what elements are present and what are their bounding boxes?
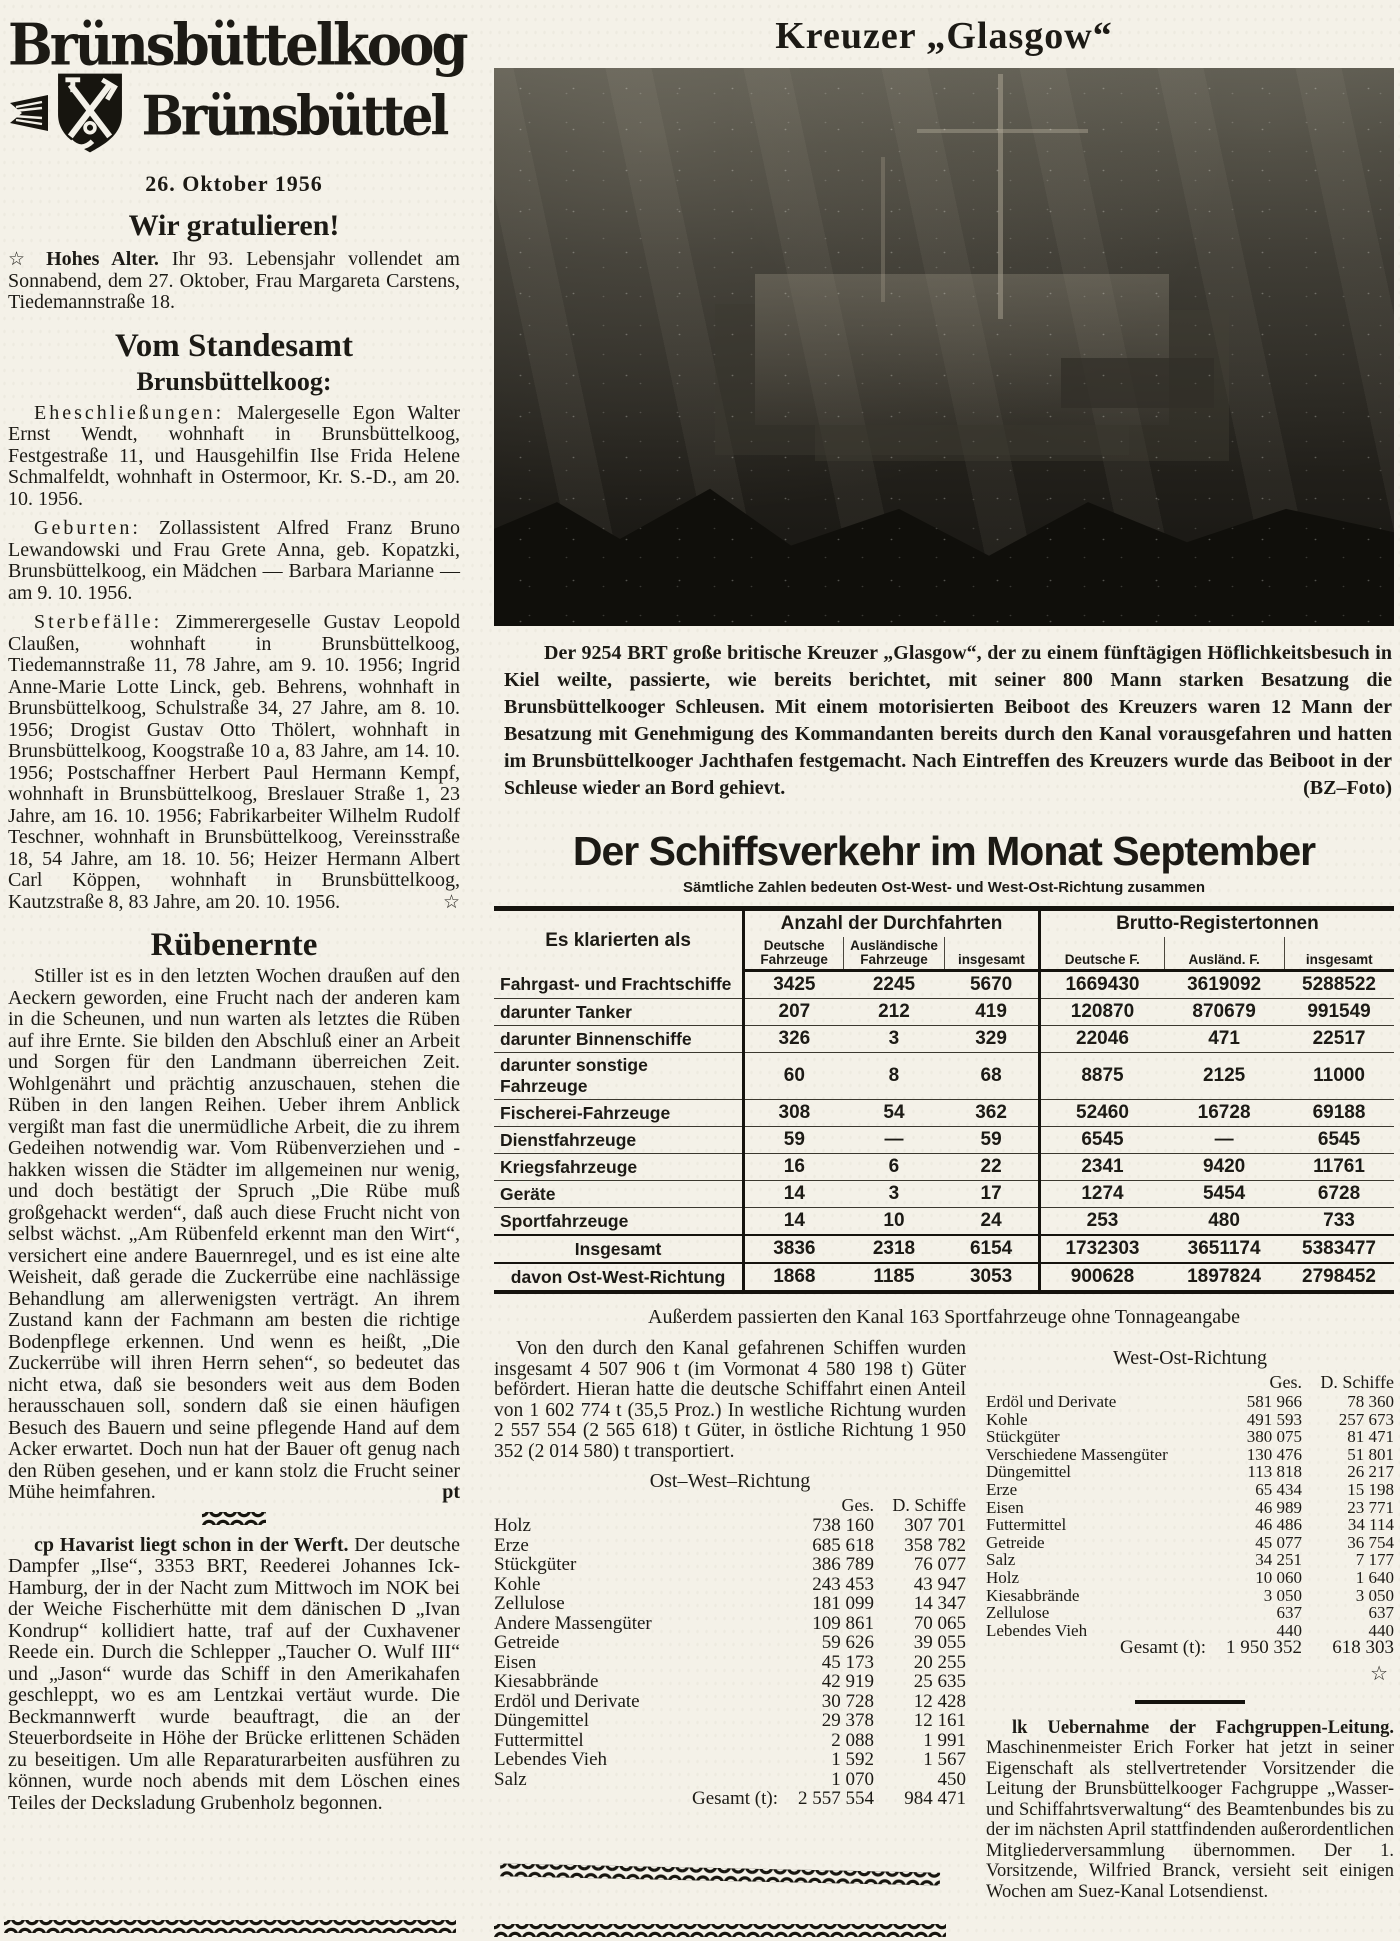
traffic-row-label: Dienstfahrzeuge xyxy=(494,1127,744,1154)
traffic-cell: 1274 xyxy=(1039,1181,1164,1208)
cargo-item-total: 3 050 xyxy=(1263,1585,1302,1605)
cargo-row xyxy=(986,1446,1394,1464)
traffic-row-label: Kriegsfahrzeuge xyxy=(494,1154,744,1181)
cargo-item-name: Futtermittel xyxy=(494,1729,584,1751)
traffic-table-row xyxy=(494,1053,1394,1100)
traffic-table-row xyxy=(494,1208,1394,1236)
caption-text: Der 9254 BRT große britische Kreuzer „Glasgow“, der zu einem fünftägigen Höflichkeitsbesuch in Kiel weilte, passierte, wie bereits berichtet, mit seiner 800 Mann starken Besatzung die Brunsbüttelkooger Schleusen. Mit einem motorisierten Beiboot des Kreuzers waren 12 Mann der Besatzung mit Genehmigung des Kommandanten bereits durch den Kanal vorausgefahren und hatten im Brunsbüttelkooger Jachthafen festgemacht. Nach Eintreffen des Kreuzers wurde das Beiboot in der Schleuse wieder an Bord gehievt. xyxy=(504,642,1392,799)
table-subheader: insgesamt xyxy=(1284,937,1394,971)
traffic-table-row xyxy=(494,1181,1394,1208)
table-subheader: Ausländische Fahrzeuge xyxy=(844,937,945,971)
traffic-total-label: Insgesamt xyxy=(494,1235,744,1263)
cargo-section xyxy=(494,1339,1394,1921)
cargo-row xyxy=(494,1731,966,1751)
traffic-cell: 5288522 xyxy=(1284,971,1394,999)
table-subheader: insgesamt xyxy=(944,937,1039,971)
traffic-cell: 362 xyxy=(944,1100,1039,1127)
traffic-note: Außerdem passierten den Kanal 163 Sportfahrzeuge ohne Tonnageangabe xyxy=(648,1306,1240,1328)
cargo-row xyxy=(494,1594,966,1614)
cargo-item-german: 25 635 xyxy=(913,1671,966,1692)
cargo-header-row xyxy=(494,1495,966,1516)
west-ost-table xyxy=(986,1372,1394,1657)
cargo-item-name: Kiesabbrände xyxy=(986,1585,1080,1605)
traffic-cell: 2125 xyxy=(1164,1053,1284,1100)
cargo-item-total: 243 453 xyxy=(812,1573,874,1595)
traffic-cell: 329 xyxy=(944,1026,1039,1053)
traffic-row-label: Sportfahrzeuge xyxy=(494,1208,744,1236)
cargo-item-total: 738 160 xyxy=(812,1515,874,1536)
traffic-cell: 120870 xyxy=(1039,999,1164,1026)
left-column xyxy=(8,6,466,1822)
cargo-item-name: Erze xyxy=(494,1534,529,1556)
traffic-total-cell: 1732303 xyxy=(1039,1235,1164,1263)
traffic-cell: 991549 xyxy=(1284,999,1394,1026)
traffic-row-label: Geräte xyxy=(494,1181,744,1208)
cargo-item-name: Kohle xyxy=(494,1573,541,1595)
traffic-cell: 10 xyxy=(844,1208,945,1236)
star-icon: ☆ xyxy=(8,249,34,270)
cargo-item-total: 380 075 xyxy=(1246,1427,1302,1447)
registry-subheading: Brunsbüttelkoog: xyxy=(136,366,332,396)
traffic-cell: 69188 xyxy=(1284,1100,1394,1127)
cargo-item-name: Düngemittel xyxy=(986,1462,1071,1482)
cargo-item-total: 46 989 xyxy=(1255,1497,1302,1517)
traffic-row-label: darunter sonstige Fahrzeuge xyxy=(494,1053,744,1100)
divider-rule xyxy=(1135,1700,1245,1704)
cargo-total-row xyxy=(494,1789,966,1809)
empty-header xyxy=(986,1372,1206,1393)
cargo-row xyxy=(494,1692,966,1712)
traffic-cell: 17 xyxy=(944,1181,1039,1208)
traffic-cell: 480 xyxy=(1164,1208,1284,1236)
cargo-row xyxy=(986,1411,1394,1429)
cargo-item-total: 10 060 xyxy=(1255,1567,1302,1587)
traffic-cell: 253 xyxy=(1039,1208,1164,1236)
cargo-row xyxy=(494,1653,966,1673)
cargo-item-german: 637 xyxy=(1368,1603,1394,1623)
cruiser-photo xyxy=(494,68,1394,626)
cargo-item-name: Stückgüter xyxy=(986,1427,1060,1447)
traffic-row-label: darunter Binnenschiffe xyxy=(494,1026,744,1053)
traffic-cell: 8875 xyxy=(1039,1053,1164,1100)
births-paragraph xyxy=(8,518,460,604)
cargo-item-german: 307 701 xyxy=(904,1515,966,1536)
traffic-cell: 14 xyxy=(744,1208,844,1236)
cargo-row xyxy=(986,1463,1394,1481)
traffic-cell: 60 xyxy=(744,1053,844,1100)
cargo-row xyxy=(494,1555,966,1575)
cargo-item-name: Andere Massengüter xyxy=(494,1612,652,1634)
cargo-item-total: 440 xyxy=(1276,1620,1302,1640)
traffic-cell: 3 xyxy=(844,1026,945,1053)
cargo-item-name: Zellulose xyxy=(494,1593,565,1614)
table-subheader: Deutsche F. xyxy=(1039,937,1164,971)
cargo-item-name: Eisen xyxy=(494,1651,537,1673)
cargo-item-name: Holz xyxy=(494,1515,531,1536)
cargo-row xyxy=(494,1770,966,1790)
cargo-ost-west-column xyxy=(494,1339,966,1921)
cargo-item-total: 45 173 xyxy=(821,1651,874,1673)
cargo-item-total: 109 861 xyxy=(812,1612,874,1634)
fachgruppe-initials: lk xyxy=(1012,1717,1028,1738)
west-ost-title: West-Ost-Richtung xyxy=(1113,1347,1267,1369)
marriages-body: Malergeselle Egon Walter Ernst Wendt, wohnhaft in Brunsbüttelkoog, Festgestraße 11, und Hausgehilfin Ilse Frida Helene Schmalfeldt, wohnhaft in Ostermoor, Kr. S.-D., am 20. 10. 1956. xyxy=(8,401,461,510)
cargo-row xyxy=(494,1633,966,1653)
traffic-cell: 22046 xyxy=(1039,1026,1164,1053)
cargo-item-total: 386 789 xyxy=(812,1554,874,1575)
cargo-total-row xyxy=(986,1639,1394,1657)
traffic-total-cell: 2798452 xyxy=(1284,1263,1394,1292)
cargo-item-total: 491 593 xyxy=(1246,1409,1302,1429)
masthead-title-line1: Brünsbüttelkoog xyxy=(8,11,466,79)
marriages-lead: Eheschließungen: xyxy=(34,401,225,424)
congrats-heading: Wir gratulieren! xyxy=(128,209,340,242)
cargo-item-german: 358 782 xyxy=(904,1534,966,1556)
cargo-item-total: 637 xyxy=(1276,1603,1302,1623)
traffic-total-label: davon Ost-West-Richtung xyxy=(494,1263,744,1292)
traffic-row-label: Fahrgast- und Frachtschiffe xyxy=(494,971,744,999)
traffic-total-cell: 900628 xyxy=(1039,1263,1164,1292)
cargo-item-german: 1 640 xyxy=(1355,1567,1394,1587)
harvest-paragraph xyxy=(8,966,460,1504)
photo-caption xyxy=(504,640,1392,802)
cargo-item-name: Salz xyxy=(986,1550,1016,1570)
cargo-item-name: Kiesabbrände xyxy=(494,1671,599,1692)
traffic-cell: 308 xyxy=(744,1100,844,1127)
traffic-cell: — xyxy=(1164,1127,1284,1154)
cargo-total-label: Gesamt (t): xyxy=(691,1788,778,1809)
masthead xyxy=(8,11,466,161)
cargo-item-total: 130 476 xyxy=(1246,1444,1302,1464)
cargo-item-german: 70 065 xyxy=(913,1612,966,1634)
cargo-item-german: 76 077 xyxy=(913,1554,966,1575)
cargo-row xyxy=(986,1428,1394,1446)
traffic-row-label: darunter Tanker xyxy=(494,999,744,1026)
cargo-item-name: Kohle xyxy=(986,1409,1028,1429)
cargo-item-german: 450 xyxy=(937,1768,966,1790)
section-end-star-icon: ☆ xyxy=(442,891,460,913)
traffic-table-body xyxy=(494,971,1394,1293)
deaths-body: Zimmerergeselle Gustav Leopold Claußen, wohnhaft in Brunsbüttelkoog, Tiedemannstraße 11, 78 Jahre, am 9. 10. 1956; Ingrid Anne-Marie Lotte Linck, geb. Behrens, wohnhaft in Brunsbüttelkoog, Schulstraße 34, 27 Jahre, am 8. 10. 1956; Drogist Gustav Otto Thölert, wohnhaft in Brunsbüttelkoog, Koogstraße 10 a, 83 Jahre, am 14. 10. 1956; Postschaffner Herbert Paul Hermann Kempf, wohnhaft in Brunsbüttelkoog, Breslauer Straße 1, 23 Jahre, am 16. 10. 1956; Fabrikarbeiter Wilhelm Rudolf Teschner, wohnhaft in Brunsbüttelkoog, Vereinsstraße 18, 54 Jahre, am 18. 10. 56; Heizer Hermann Albert Carl Köppen, wohnhaft in Brunsbüttelkoog, Kautzstraße 8, 83 Jahre, am 20. 10. 1956. xyxy=(8,611,460,913)
traffic-cell: 22 xyxy=(944,1154,1039,1181)
cargo-item-german: 15 198 xyxy=(1347,1479,1394,1499)
havarist-lead: Havarist liegt schon in der Werft. xyxy=(59,1533,349,1556)
cargo-row xyxy=(494,1614,966,1634)
wave-divider-ornament xyxy=(202,1512,266,1525)
traffic-cell: 22517 xyxy=(1284,1026,1394,1053)
births-lead: Geburten: xyxy=(34,517,141,539)
congrats-body: Ihr 93. Lebensjahr vollendet am Sonnabend, dem 27. Oktober, Frau Margareta Carstens, Tiedemannstraße 18. xyxy=(8,248,460,313)
traffic-cell: 870679 xyxy=(1164,999,1284,1026)
havarist-paragraph xyxy=(8,1535,460,1815)
cargo-total-value: 1 950 352 xyxy=(1226,1637,1302,1659)
ost-west-title: Ost–West–Richtung xyxy=(649,1470,811,1492)
cargo-item-german: 78 360 xyxy=(1347,1392,1394,1411)
traffic-total-cell: 1185 xyxy=(844,1263,945,1292)
traffic-table-row xyxy=(494,1100,1394,1127)
traffic-cell: 6545 xyxy=(1284,1127,1394,1154)
cargo-row xyxy=(986,1587,1394,1605)
cargo-item-german: 12 161 xyxy=(913,1710,966,1731)
traffic-cell: 2245 xyxy=(844,971,945,999)
havarist-body: Der deutsche Dampfer „Ilse“, 3353 BRT, Reederei Johannes Ick-Hamburg, der in der Nacht zum Mittwoch im NOK bei der Weiche Fischerhütte mit dem dänischen D „Ivan Kondrup“ kollidiert hatte, traf auf der Cuxhavener Reede ein. Durch die Schlepper „Taucher O. Wulf III“ und „Jason“ wurde das Schiff in den Amerikahafen geschleppt, wo es am Lentzkai vertäut wurde. Die Beckmannwerft wurde beauftragt, die an der Steuerbordseite in Höhe der Brücke erlittenen Schäden zu beseitigen. Um alle Reparaturarbeiten ausführen zu können, wurde noch abends mit dem Löschen eines Teiles der Decksladung Grubenholz begonnen. xyxy=(8,1533,460,1814)
traffic-row-label: Fischerei-Fahrzeuge xyxy=(494,1100,744,1127)
cargo-row xyxy=(986,1604,1394,1622)
cargo-item-german: 7 177 xyxy=(1355,1550,1394,1570)
wave-ornament xyxy=(4,1920,456,1933)
cargo-item-name: Lebendes Vieh xyxy=(986,1620,1088,1640)
traffic-cell: 9420 xyxy=(1164,1154,1284,1181)
fachgruppe-article xyxy=(986,1718,1394,1903)
traffic-cell: 68 xyxy=(944,1053,1039,1100)
traffic-cell: 471 xyxy=(1164,1026,1284,1053)
cargo-row xyxy=(986,1499,1394,1517)
cargo-row xyxy=(986,1534,1394,1552)
cargo-item-total: 46 486 xyxy=(1255,1515,1302,1535)
cargo-row xyxy=(986,1551,1394,1569)
cargo-item-name: Düngemittel xyxy=(494,1710,589,1731)
cargo-item-name: Salz xyxy=(494,1768,527,1790)
cargo-row xyxy=(494,1516,966,1536)
traffic-total-cell: 3836 xyxy=(744,1235,844,1263)
cargo-item-german: 20 255 xyxy=(913,1651,966,1673)
col-dschiffe-header: D. Schiffe xyxy=(892,1495,966,1515)
congrats-lead: Hohes Alter. xyxy=(46,248,159,270)
cargo-item-name: Lebendes Vieh xyxy=(494,1749,607,1770)
harvest-heading: Rübenernte xyxy=(150,927,318,963)
issue-date: 26. Oktober 1956 xyxy=(145,171,323,196)
table-subheader: Deutsche Fahrzeuge xyxy=(744,937,844,971)
table-group1-header: Anzahl der Durchfahrten xyxy=(744,909,1040,938)
traffic-cell: 5454 xyxy=(1164,1181,1284,1208)
traffic-cell: 6 xyxy=(844,1154,945,1181)
cargo-item-german: 34 114 xyxy=(1347,1515,1394,1535)
cargo-item-total: 30 728 xyxy=(821,1690,874,1712)
traffic-table xyxy=(494,906,1394,1294)
cargo-item-total: 34 251 xyxy=(1255,1550,1302,1570)
cargo-item-german: 1 991 xyxy=(923,1729,966,1751)
cargo-item-german: 440 xyxy=(1368,1620,1394,1640)
traffic-cell: 11000 xyxy=(1284,1053,1394,1100)
cargo-header-row xyxy=(986,1372,1394,1393)
photo-credit: (BZ–Foto) xyxy=(1303,777,1392,799)
traffic-cell: 5670 xyxy=(944,971,1039,999)
traffic-cell: 3425 xyxy=(744,971,844,999)
traffic-cell: 59 xyxy=(744,1127,844,1154)
cargo-item-german: 26 217 xyxy=(1347,1462,1394,1482)
empty-header xyxy=(494,1495,778,1516)
table-label-header: Es klarierten als xyxy=(494,909,744,971)
traffic-table-row xyxy=(494,1127,1394,1154)
cargo-item-total: 1 070 xyxy=(831,1768,874,1790)
traffic-cell: — xyxy=(844,1127,945,1154)
cargo-item-name: Holz xyxy=(986,1567,1020,1587)
traffic-cell: 212 xyxy=(844,999,945,1026)
cargo-item-german: 81 471 xyxy=(1347,1427,1394,1447)
traffic-total-row xyxy=(494,1235,1394,1263)
cargo-item-german: 1 567 xyxy=(923,1749,966,1770)
cargo-item-german: 36 754 xyxy=(1347,1532,1394,1552)
pennant-icon xyxy=(8,89,50,142)
fachgruppe-body: Maschinenmeister Erich Forker hat jetzt in seiner Eigenschaft als stellvertretender Vorsitzender die Leitung der Brunsbüttelkooger Fachgruppe „Wasser- und Schiffahrtsverwaltung“ des Beamtenbundes bis zu der im nächsten April stattfindenden außerordentlichen Mitgliederversammlung übernommen. Der 1. Vorsitzende, Wilfried Branck, versieht seit einigen Wochen am Suez-Kanal Lotsendienst. xyxy=(986,1738,1394,1902)
cargo-row xyxy=(494,1711,966,1731)
traffic-subtitle: Sämtliche Zahlen bedeuten Ost-West- und West-Ost-Richtung zusammen xyxy=(682,879,1205,896)
harvest-signature: pt xyxy=(442,1481,460,1503)
cargo-row xyxy=(494,1536,966,1556)
cargo-item-name: Getreide xyxy=(986,1532,1045,1552)
cargo-item-total: 45 077 xyxy=(1255,1532,1302,1552)
cargo-intro-text: Von den durch den Kanal gefahrenen Schiffen wurden insgesamt 4 507 906 t (im Vormonat 4 580 198 t) Güter befördert. Hieran hatte die deutsche Schiffahrt einen Anteil von 1 602 774 t (35,5 Proz.) In westliche Richtung wurden 2 557 554 (2 565 618) t Güter, in östliche Richtung 1 950 352 (2 014 580) t transportiert. xyxy=(494,1338,966,1462)
cargo-item-german: 51 801 xyxy=(1347,1444,1394,1464)
cargo-item-name: Futtermittel xyxy=(986,1515,1067,1535)
photo-grain xyxy=(494,68,1394,626)
col-dschiffe-header: D. Schiffe xyxy=(1320,1372,1394,1392)
cargo-row xyxy=(986,1393,1394,1411)
traffic-cell: 326 xyxy=(744,1026,844,1053)
traffic-cell: 8 xyxy=(844,1053,945,1100)
traffic-cell: 3 xyxy=(844,1181,945,1208)
cargo-item-german: 257 673 xyxy=(1338,1409,1394,1429)
traffic-table-row xyxy=(494,999,1394,1026)
table-group2-header: Brutto-Registertonnen xyxy=(1116,913,1319,934)
traffic-cell: 6728 xyxy=(1284,1181,1394,1208)
traffic-cell: 733 xyxy=(1284,1208,1394,1236)
traffic-cell: 16 xyxy=(744,1154,844,1181)
cargo-item-total: 42 919 xyxy=(821,1671,874,1692)
cargo-total-label: Gesamt (t): xyxy=(1119,1637,1206,1659)
traffic-table-row xyxy=(494,971,1394,999)
cargo-item-name: Zellulose xyxy=(986,1603,1050,1623)
fachgruppe-lead: Uebernahme der Fachgruppen-Leitung. xyxy=(1047,1717,1395,1738)
cargo-row xyxy=(986,1569,1394,1587)
traffic-cell: 207 xyxy=(744,999,844,1026)
harvest-body: Stiller ist es in den letzten Wochen draußen auf den Aeckern geworden, eine Frucht nach der anderen kam in die Scheunen, und nun warten als letztes die Rüben auf ihre Ernte. Sie bilden den Abschluß einer an Arbeit und Sorgen für den Landmann überreichen Zeit. Wohlgenährt und prächtig anzuschauen, stehen die Rüben in den langen Reihen. Ueber ihrem Anblick vergißt man fast die unermüdliche Arbeit, die zu ihrem Gedeihen notwendig war. Vom Rübenverziehen und -hakken wissen die Städter im allgemeinen nur wenig, und doch bestätigt der Spruch „Die Rübe muß großgehackt werden“, daß auch diese Frucht nicht von selbst wächst. „Am Rübenfeld erkennt man den Wirt“, versichert eine andere Bauernregel, und es ist eine alte Weisheit, daß gerade die Zuckerrübe eine nachlässige Behandlung am allerwenigsten verträgt. An ihrem Zustand kann der Fachmann am besten die richtige Bodenpflege erkennen. Und wenn es heißt, „Die Zuckerrübe will ihren Herrn sehen“, so bedeutet das nicht etwa, daß sie besonders weit aus dem Boden herausschauen soll, sondern daß sie einen häufigen Besuch des Bauern und seine pflegende Hand auf dem Acker erwartet. Doch nun hat der Bauer oft genug nach den Rüben gesehen, und er kann stolz die Frucht seiner Mühe heimfahren. xyxy=(8,965,460,1503)
coat-of-arms-shield-icon xyxy=(52,70,128,161)
cargo-item-name: Stückgüter xyxy=(494,1554,577,1575)
masthead-title-line2: Brünsbüttel xyxy=(141,83,447,148)
traffic-table-row xyxy=(494,1154,1394,1181)
traffic-cell: 6545 xyxy=(1039,1127,1164,1154)
traffic-cell: 3619092 xyxy=(1164,971,1284,999)
cargo-item-name: Erze xyxy=(986,1479,1018,1499)
cargo-item-total: 581 966 xyxy=(1246,1392,1302,1411)
traffic-cell: 52460 xyxy=(1039,1100,1164,1127)
traffic-total-cell: 3053 xyxy=(944,1263,1039,1292)
traffic-cell: 419 xyxy=(944,999,1039,1026)
cargo-item-german: 12 428 xyxy=(913,1690,966,1712)
cargo-item-german: 23 771 xyxy=(1347,1497,1394,1517)
cargo-item-total: 113 818 xyxy=(1247,1462,1302,1482)
cargo-item-german: 43 947 xyxy=(913,1573,966,1595)
cargo-west-ost-column xyxy=(986,1339,1394,1921)
registry-heading: Vom Standesamt xyxy=(114,327,354,364)
cargo-total-value: 2 557 554 xyxy=(798,1788,874,1809)
cargo-item-total: 59 626 xyxy=(821,1632,874,1653)
col-ges-header: Ges. xyxy=(841,1495,874,1515)
cargo-item-total: 181 099 xyxy=(812,1593,874,1614)
traffic-total-cell: 5383477 xyxy=(1284,1235,1394,1263)
traffic-headline: Der Schiffsverkehr im Monat September xyxy=(572,828,1316,874)
main-area xyxy=(494,0,1394,1921)
cargo-item-name: Verschiedene Massengüter xyxy=(986,1444,1168,1464)
cargo-item-total: 65 434 xyxy=(1255,1479,1302,1499)
table-subheader: Ausländ. F. xyxy=(1164,937,1284,971)
cargo-item-name: Eisen xyxy=(986,1497,1024,1517)
cargo-row xyxy=(986,1516,1394,1534)
cargo-item-total: 29 378 xyxy=(821,1710,874,1731)
traffic-cell: 11761 xyxy=(1284,1154,1394,1181)
wave-ornament xyxy=(494,1924,946,1937)
births-body: Zollassistent Alfred Franz Bruno Lewandowski und Frau Grete Anna, geb. Kopatzki, Brunsbüttelkoog, ein Mädchen — Barbara Marianne — am 9. 10. 1956. xyxy=(8,517,461,604)
cargo-row xyxy=(986,1481,1394,1499)
cargo-total-value: 984 471 xyxy=(904,1788,966,1809)
cargo-item-name: Getreide xyxy=(494,1632,560,1653)
traffic-total-row xyxy=(494,1263,1394,1292)
congrats-paragraph xyxy=(8,249,460,314)
traffic-table-row xyxy=(494,1026,1394,1053)
cargo-item-name: Erdöl und Derivate xyxy=(494,1690,640,1712)
ost-west-table xyxy=(494,1495,966,1809)
marriages-paragraph xyxy=(8,403,460,511)
havarist-initials: cp xyxy=(34,1533,54,1556)
traffic-cell: 54 xyxy=(844,1100,945,1127)
traffic-cell: 1669430 xyxy=(1039,971,1164,999)
traffic-total-cell: 3651174 xyxy=(1164,1235,1284,1263)
col-ges-header: Ges. xyxy=(1269,1372,1302,1392)
cargo-item-total: 2 088 xyxy=(831,1729,874,1751)
cargo-intro-paragraph xyxy=(494,1339,966,1462)
cargo-item-total: 1 592 xyxy=(831,1749,874,1770)
traffic-cell: 59 xyxy=(944,1127,1039,1154)
traffic-cell: 2341 xyxy=(1039,1154,1164,1181)
cargo-row xyxy=(494,1672,966,1692)
cargo-item-name: Erdöl und Derivate xyxy=(986,1392,1117,1411)
traffic-cell: 14 xyxy=(744,1181,844,1208)
traffic-cell: 24 xyxy=(944,1208,1039,1236)
cargo-item-german: 39 055 xyxy=(913,1632,966,1653)
cargo-row xyxy=(494,1575,966,1595)
section-end-star-icon: ☆ xyxy=(1370,1662,1388,1685)
traffic-total-cell: 2318 xyxy=(844,1235,945,1263)
cargo-row xyxy=(494,1750,966,1770)
traffic-total-cell: 1868 xyxy=(744,1263,844,1292)
deaths-paragraph xyxy=(8,612,460,913)
photo-headline: Kreuzer „Glasgow“ xyxy=(775,15,1113,57)
traffic-total-cell: 6154 xyxy=(944,1235,1039,1263)
cargo-item-german: 3 050 xyxy=(1355,1585,1394,1605)
cargo-item-total: 685 618 xyxy=(812,1534,874,1556)
deaths-lead: Sterbefälle: xyxy=(34,611,163,633)
traffic-total-cell: 1897824 xyxy=(1164,1263,1284,1292)
traffic-cell: 16728 xyxy=(1164,1100,1284,1127)
cargo-total-value: 618 303 xyxy=(1332,1637,1394,1659)
cargo-item-german: 14 347 xyxy=(913,1593,966,1614)
